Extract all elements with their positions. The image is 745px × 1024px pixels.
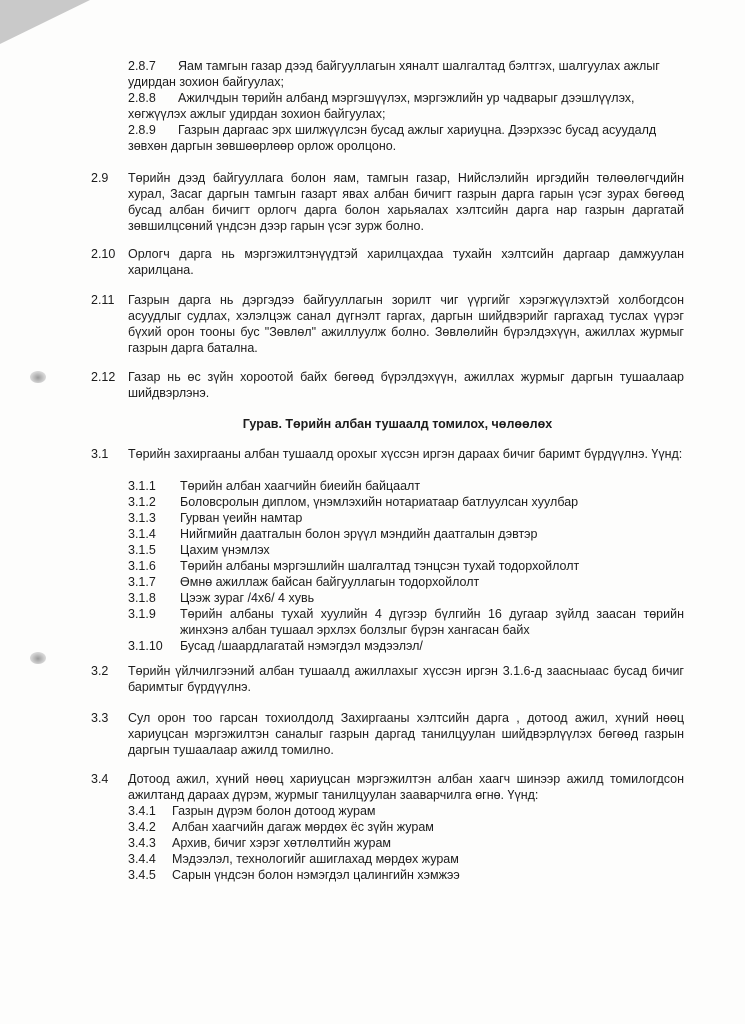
paragraph-text: Газар нь өс зүйн хороотой байх бөгөөд бүрэлдэхүүн, ажиллах журмыг даргын тушаалаар шийдвэрлэнэ. [128, 370, 684, 400]
item-number: 3.4.3 [128, 836, 156, 850]
list-item [128, 819, 434, 835]
item-text: Архив, бичиг хэрэг хөтлөлтийн журам [172, 836, 391, 850]
item-number: 3.1.4 [128, 527, 156, 541]
item-number: 3.1.2 [128, 495, 156, 509]
list-item [128, 558, 579, 574]
item-number: 3.4.5 [128, 868, 156, 882]
list-item [128, 90, 684, 122]
item-text: Албан хаагчийн дагаж мөрдөх ёс зүйн журам [172, 820, 434, 834]
item-text: Сарын үндсэн болон нэмэгдэл цалингийн хэмжээ [172, 868, 460, 882]
item-text: Яам тамгын газар дээд байгууллагын хяналт шалгалтад бэлтгэх, шалгуулах ажлыг удирдан зохион байгуулах; [128, 59, 660, 89]
list-item [128, 478, 420, 494]
item-number: 3.1.9 [128, 607, 156, 621]
item-text: Төрийн албаны мэргэшлийн шалгалтад тэнцсэн тухай тодорхойлолт [180, 559, 580, 573]
list-item [128, 510, 302, 526]
item-number: 3.4.2 [128, 820, 156, 834]
list-item [128, 574, 479, 590]
list-item [128, 526, 538, 542]
list-item [128, 638, 423, 654]
item-text: Нийгмийн даатгалын болон эрүүл мэндийн даатгалын дэвтэр [180, 527, 538, 541]
item-number: 3.1.7 [128, 575, 156, 589]
list-item [128, 542, 270, 558]
list-item [128, 867, 460, 883]
paragraph-text: Төрийн үйлчилгээний албан тушаалд ажиллахыг хүссэн иргэн 3.1.6-д заасныаас бусад бичиг баримтыг бүрдүүлнэ. [128, 664, 684, 694]
item-text: Боловсролын диплом, үнэмлэхийн нотариатаар батлуулсан хуулбар [180, 495, 579, 509]
paragraph-number: 2.9 [91, 171, 109, 185]
item-text: Ажилчдын төрийн албанд мэргэшүүлэх, мэргэжлийн ур чадварыг дээшлүүлэх, хөгжүүлэх ажлыг удирдан зохион байгуулах; [128, 91, 635, 121]
item-text: Гурван үеийн намтар [180, 511, 303, 525]
item-number: 3.4.1 [128, 804, 156, 818]
subsection-2-8 [128, 58, 684, 154]
paragraph-text: Төрийн дээд байгууллага болон яам, тамгын газар, Нийслэлийн иргэдийн төлөөлөгчдийн хурал, Засаг даргын тамгын газарт явах албан бичигт газрын дарга гарын үсэг зурах бөгөөд бусад албан бичигт орлогч дарга болон харьяалах хэлтсийн дарга нар газрын даргатай зөвшилцсөний үндсэн дээр гарын үсэг зурж болно. [128, 171, 684, 233]
item-text: Цээж зураг /4х6/ 4 хувь [180, 591, 315, 605]
list-item [128, 494, 578, 510]
item-number: 2.8.8 [128, 91, 156, 105]
paragraph-number: 3.2 [91, 664, 109, 678]
item-number: 3.1.3 [128, 511, 156, 525]
item-number: 2.8.7 [128, 59, 156, 73]
item-text: Өмнө ажиллаж байсан байгууллагын тодорхойлолт [180, 575, 480, 589]
paragraph-number: 2.12 [91, 370, 116, 384]
paragraph-text: Газрын дарга нь дэргэдээ байгууллагын зорилт чиг үүргийг хэрэгжүүлэхтэй холбогдсон асуудлыг судлах, хэлэлцэж санал дүгнэлт гаргах, даргын шийдвэрийг гаргахад туслах үүрэг бүхий орон тооны бус "Зөвлөл" ажиллуулж болно. Зөвлөлийн бүрэлдэхүүн, ажиллах журмыг газрын дарга батална. [128, 293, 684, 355]
paragraph-text: Сул орон тоо гарсан тохиолдолд Захиргааны хэлтсийн дарга , дотоод ажил, хүний нөөц хариуцсан мэргэжилтэн саналыг газрын даргад танилцуулан шийдвэрлүүлэх бөгөөд газрын даргын тушаалаар ажилд томилно. [128, 711, 684, 757]
paragraph-text: Дотоод ажил, хүний нөөц хариуцсан мэргэжилтэн албан хаагч шинээр ажилд томилогдсон ажилтанд дараах дүрэм, журмыг танилцуулан зааварчилга өгнө. Үүнд: [128, 772, 684, 802]
list-item [128, 590, 314, 606]
item-text: Мэдээлэл, технологийг ашиглахад мөрдөх журам [172, 852, 459, 866]
paragraph-number: 2.10 [91, 247, 116, 261]
item-number: 3.1.5 [128, 543, 156, 557]
item-number: 3.4.4 [128, 852, 156, 866]
item-number: 2.8.9 [128, 123, 156, 137]
item-number: 3.1.6 [128, 559, 156, 573]
section-heading: Гурав. Төрийн албан тушаалд томилох, чөлөөлөх [242, 417, 553, 431]
item-text: Цахим үнэмлэх [180, 543, 270, 557]
item-text: Төрийн албан хаагчийн биеийн байцаалт [180, 479, 421, 493]
paragraph-number: 2.11 [91, 293, 115, 307]
item-number: 3.1.8 [128, 591, 156, 605]
item-text: Газрын дүрэм болон дотоод журам [172, 804, 376, 818]
item-number: 3.1.1 [128, 479, 156, 493]
paragraph-number: 3.1 [91, 447, 109, 461]
list-item [128, 851, 459, 867]
item-text: Бусад /шаардлагатай нэмэгдэл мэдээлэл/ [180, 639, 423, 653]
paragraph-number: 3.4 [91, 772, 109, 786]
paragraph-text: Орлогч дарга нь мэргэжилтэнүүдтэй харилцахдаа тухайн хэлтсийн даргаар дамжуулан харилцана. [128, 247, 684, 277]
paragraph-text: Төрийн захиргааны албан тушаалд орохыг хүссэн иргэн дараах бичиг баримт бүрдүүлнэ. Үүнд: [128, 447, 683, 461]
item-text: Төрийн албаны тухай хуулийн 4 дүгээр бүлгийн 16 дугаар зүйлд заасан төрийн жинхэнэ албан тушаал эрхлэх болзлыг бүрэн хангасан байх [180, 607, 684, 637]
list-item [128, 835, 391, 851]
list-item [128, 803, 376, 819]
list-item [128, 122, 684, 154]
item-number: 3.1.10 [128, 639, 163, 653]
item-text: Газрын даргаас эрх шилжүүлсэн бусад ажлыг хариуцна. Дээрхээс бусад асуудалд зөвхөн даргын зөвшөөрлөөр орлож оролцоно. [128, 123, 657, 153]
paragraph-number: 3.3 [91, 711, 109, 725]
